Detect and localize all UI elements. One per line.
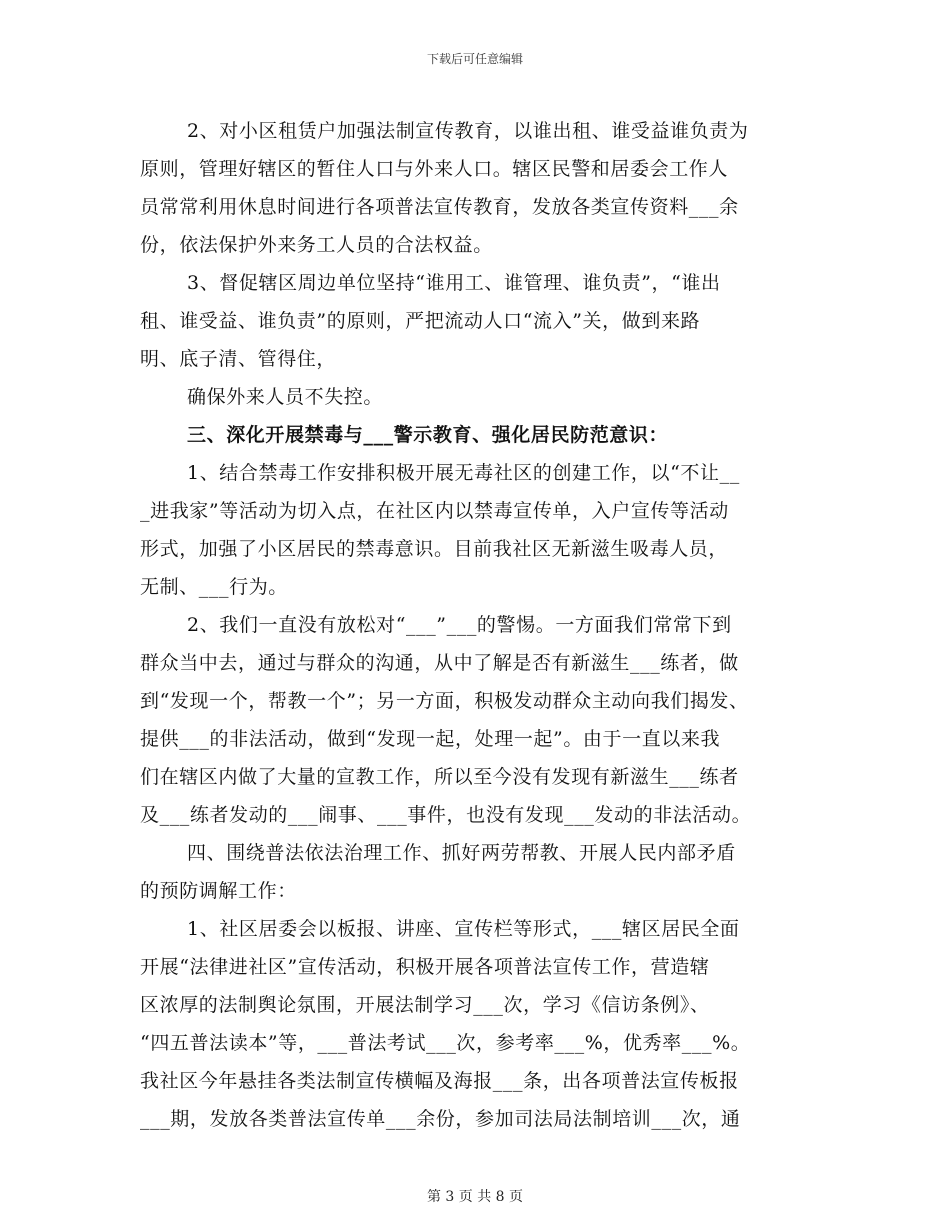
paragraph-line: ___期，发放各类普法宣传单___余份，参加司法局法制培训___次，通 [140, 1108, 741, 1130]
paragraph-line: 员常常利用休息时间进行各项普法宣传教育，发放各类宣传资料___余 [140, 196, 739, 218]
paragraph-line: 租、谁受益、谁负责”的原则，严把流动人口“流入”关，做到来路 [140, 310, 701, 332]
paragraph-line: 四、围绕普法依法治理工作、抓好两劳帮教、开展人民内部矛盾 [187, 842, 736, 864]
page-header: 下载后可任意编辑 [426, 52, 523, 66]
paragraph-line: 形式，加强了小区居民的禁毒意识。目前我社区无新滋生吸毒人员， [140, 538, 729, 560]
paragraph-line: 提供___的非法活动，做到“发现一起，处理一起”。由于一直以来我 [140, 728, 721, 750]
paragraph-line: 2、对小区租赁户加强法制宣传教育，以谁出租、谁受益谁负责为 [187, 120, 749, 142]
paragraph-line: 群众当中去，通过与群众的沟通，从中了解是否有新滋生___练者，做 [140, 652, 739, 674]
paragraph-line: 的预防调解工作： [140, 880, 297, 902]
paragraph-line: _进我家”等活动为切入点，在社区内以禁毒宣传单，入户宣传等活动 [140, 500, 729, 522]
page-number-footer: 第 3 页 共 8 页 [426, 1189, 524, 1205]
paragraph-line: 们在辖区内做了大量的宣教工作，所以至今没有发现有新滋生___练者 [140, 766, 739, 788]
paragraph-line: 到“发现一个，帮教一个”；另一方面，积极发动群众主动向我们揭发、 [140, 690, 749, 712]
paragraph-line: 及___练者发动的___闹事、___事件，也没有发现___发动的非法活动。 [140, 804, 752, 826]
paragraph-line: 区浓厚的法制舆论氛围，开展法制学习___次，学习《信访条例》、 [140, 994, 710, 1016]
paragraph-line: 2、我们一直没有放松对“___”___的警惕。一方面我们常常下到 [187, 614, 732, 636]
paragraph-line: 1、社区居委会以板报、讲座、宣传栏等形式，___辖区居民全面 [187, 918, 740, 940]
paragraph-line: 明、底子清、管得住， [140, 348, 337, 370]
paragraph-line: 我社区今年悬挂各类法制宣传横幅及海报___条，出各项普法宣传板报 [140, 1070, 739, 1092]
paragraph-line: 3、督促辖区周边单位坚持“谁用工、谁管理、谁负责”，“谁出 [187, 272, 721, 294]
document-body [140, 112, 810, 1138]
paragraph-line: 开展“法律进社区”宣传活动，积极开展各项普法宣传工作，营造辖 [140, 956, 710, 978]
paragraph-line: 无制、___行为。 [140, 576, 288, 598]
paragraph-line: 确保外来人员不失控。 [187, 386, 384, 408]
paragraph-line: 份，依法保护外来务工人员的合法权益。 [140, 234, 493, 256]
paragraph-line: 原则，管理好辖区的暂住人口与外来人口。辖区民警和居委会工作人 [140, 158, 729, 180]
paragraph-line: “四五普法读本”等，___普法考试___次，参考率___%，优秀率___%。 [140, 1032, 751, 1054]
paragraph-line: 1、结合禁毒工作安排积极开展无毒社区的创建工作，以“不让__ [187, 462, 740, 484]
section-heading-line: 三、深化开展禁毒与___警示教育、强化居民防范意识： [187, 424, 669, 446]
